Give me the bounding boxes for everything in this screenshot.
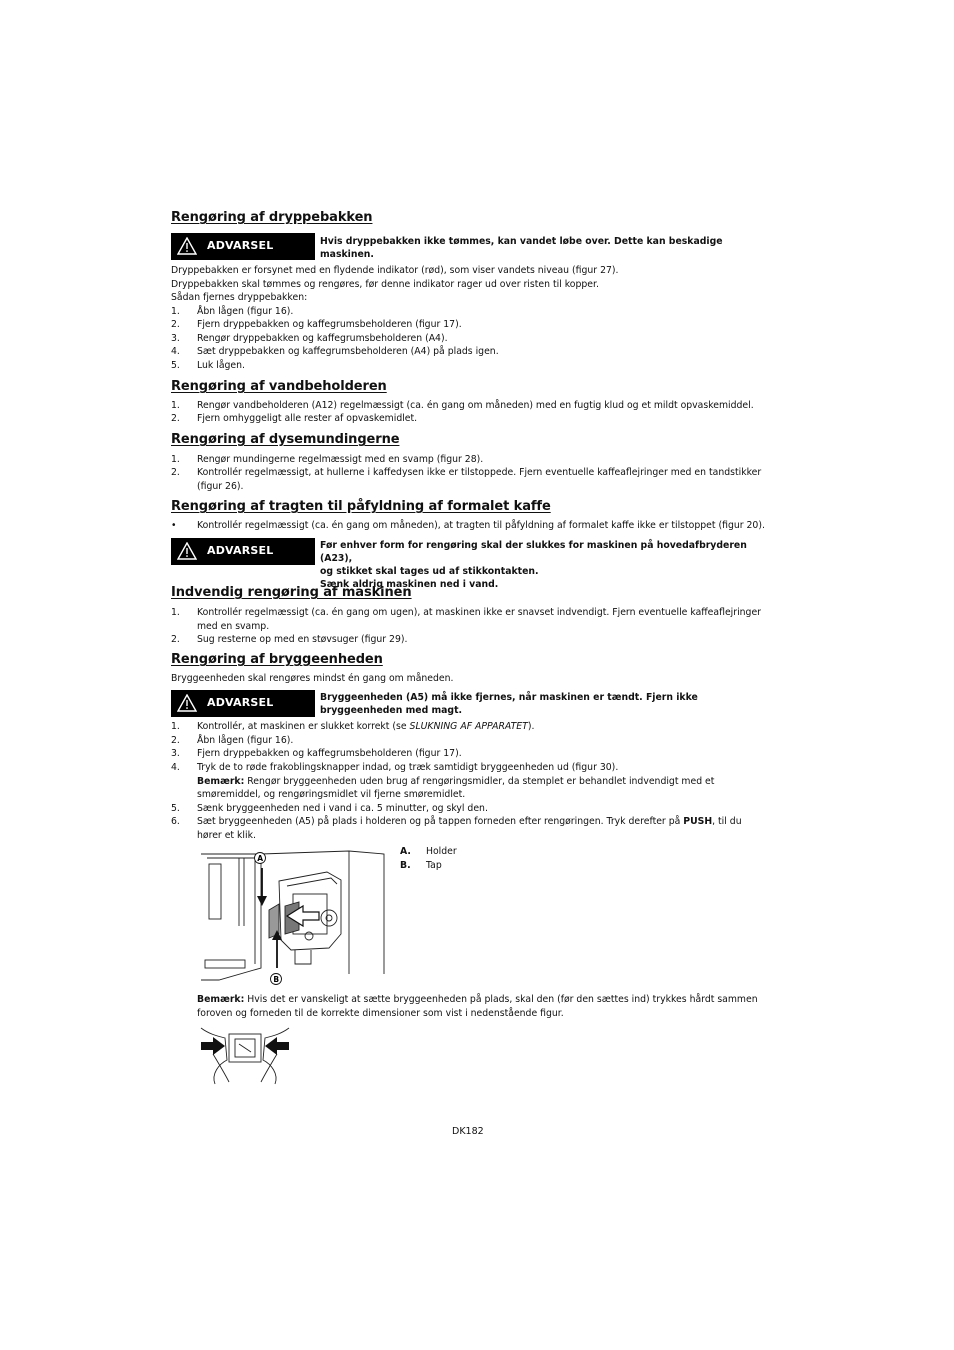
figure-label-a: A [257,854,264,863]
warning-badge [171,690,315,717]
squeeze-figure [199,1024,291,1088]
legend-item: A. Holder [400,846,457,857]
figure-legend [400,845,457,873]
warning-label: ADVARSEL [207,239,274,252]
heading-water-tank: Rengøring af vandbeholderen [171,379,387,394]
heading-nozzles: Rengøring af dysemundingerne [171,432,400,447]
warning-badge [171,538,315,565]
legend-item: B. Tap [400,860,442,871]
warning-text: Før enhver form for rengøring skal der slukkes for maskinen på hovedafbryderen (A23), og stikket skal tages ud af stikkontakten. Sænk aldrig maskinen ned i vand. [320,540,747,590]
warning-triangle-icon [177,237,197,255]
page-number: DK182 [452,1126,484,1137]
paragraph: Dryppebakken skal tømmes og rengøres, før denne indikator rager ud over risten til kopper. [171,279,599,290]
heading-drip-tray: Rengøring af dryppebakken [171,210,373,225]
brew-unit-figure [199,846,391,988]
warning-triangle-icon [177,694,197,712]
warning-label: ADVARSEL [207,696,274,709]
warning-badge [171,233,315,260]
heading-internal-cleaning: Indvendig rengøring af maskinen [171,585,412,600]
figure-label-b: B [273,975,280,984]
heading-funnel: Rengøring af tragten til påfyldning af formalet kaffe [171,499,551,514]
warning-text: Hvis dryppebakken ikke tømmes, kan vandet løbe over. Dette kan beskadige maskinen. [320,236,723,260]
warning-label: ADVARSEL [207,544,274,557]
paragraph: Sådan fjernes dryppebakken: [171,292,308,303]
paragraph: Bryggeenheden skal rengøres mindst én gang om måneden. [171,673,454,684]
warning-triangle-icon [177,542,197,560]
paragraph: Dryppebakken er forsynet med en flydende indikator (rød), som viser vandets niveau (figur 27). [171,265,619,276]
warning-text: Bryggeenheden (A5) må ikke fjernes, når maskinen er tændt. Fjern ikke bryggeenheden med magt. [320,692,698,716]
heading-brew-unit: Rengøring af bryggeenheden [171,652,383,667]
